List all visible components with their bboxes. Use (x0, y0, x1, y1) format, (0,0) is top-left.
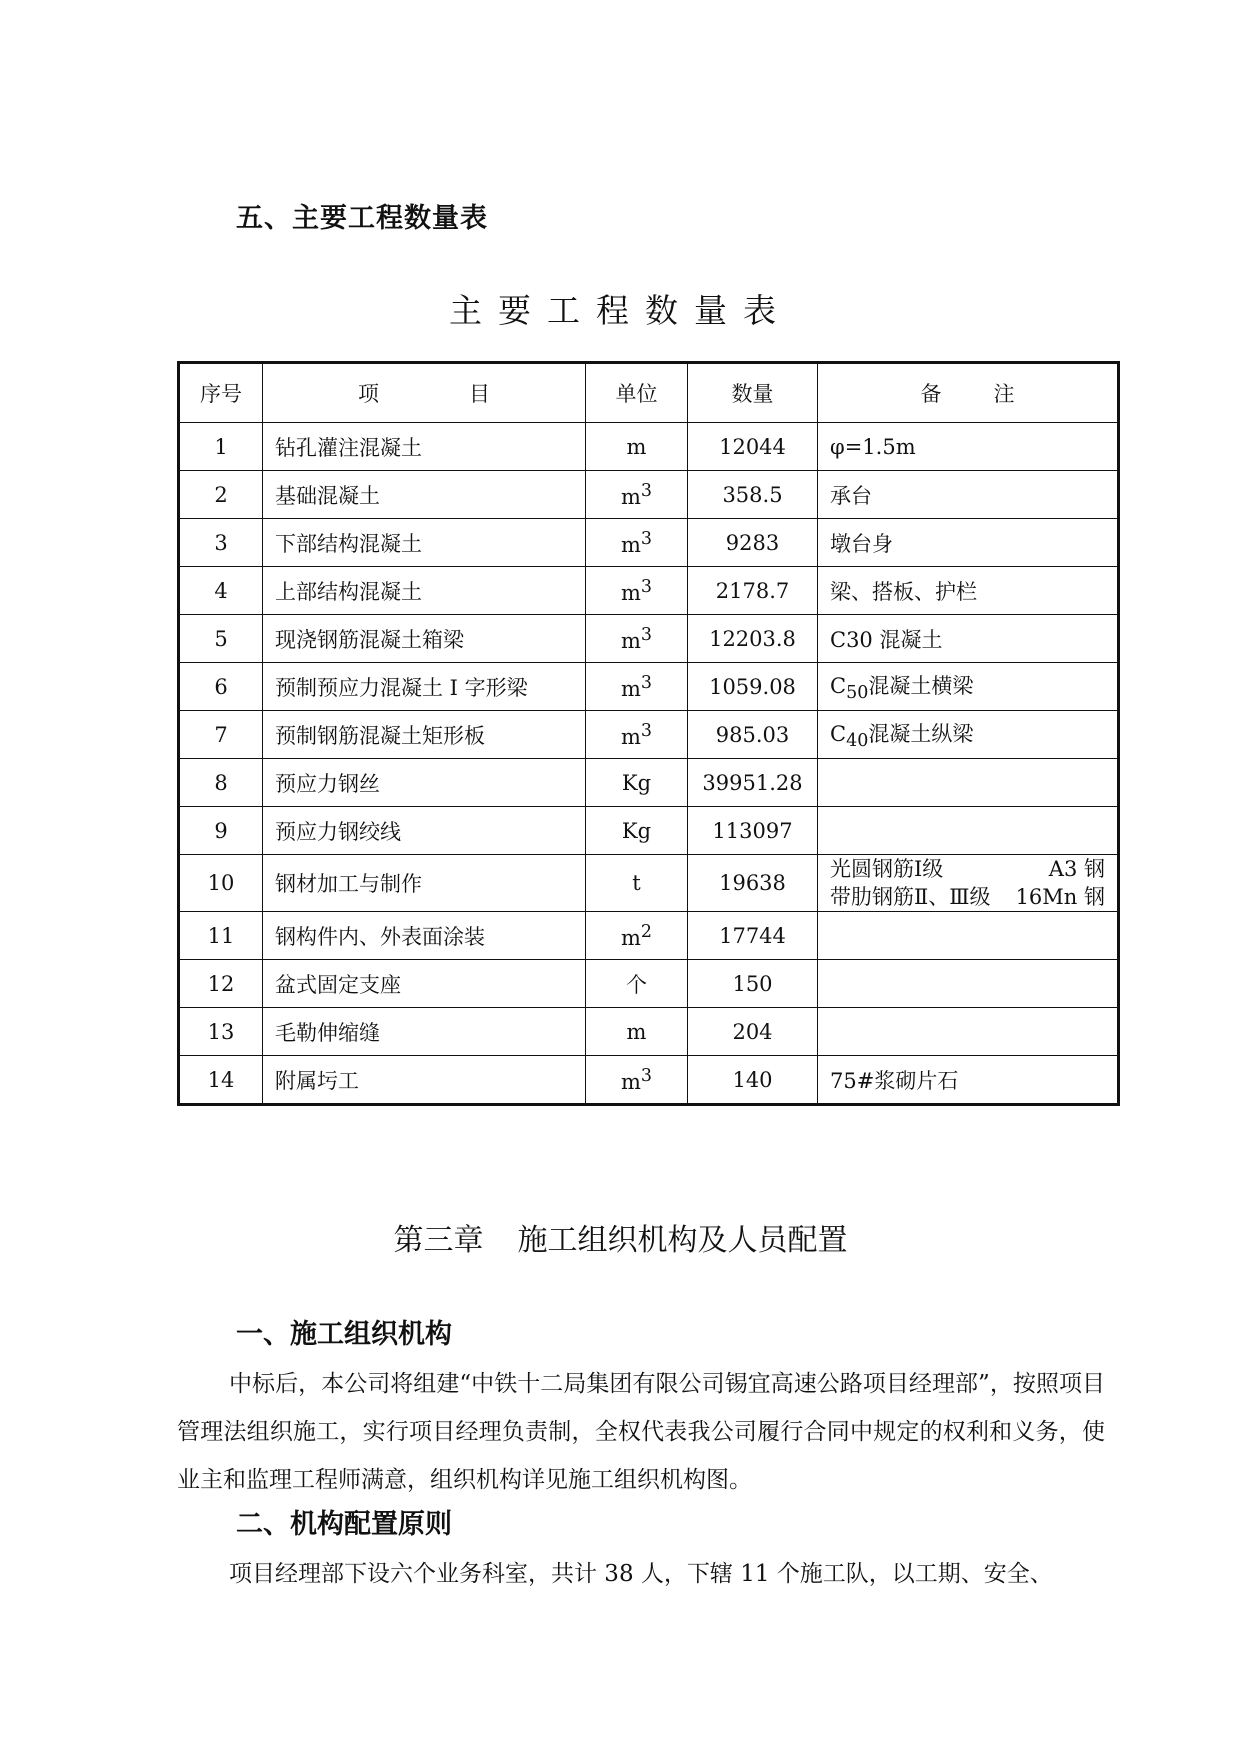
unit-text: m (620, 1069, 641, 1094)
row-remark (818, 855, 1119, 912)
row-item: 预应力钢绞线 (263, 807, 586, 855)
row-no: 11 (179, 912, 263, 960)
remark-text: 混凝土纵梁 (868, 721, 974, 746)
row-no: 5 (179, 615, 263, 663)
table-row (179, 855, 1119, 912)
section-heading: 五、主要工程数量表 (236, 203, 488, 234)
row-qty: 17744 (688, 912, 818, 960)
unit-text: 个 (626, 972, 647, 997)
row-remark (818, 960, 1119, 1008)
row-no: 1 (179, 423, 263, 471)
row-unit (586, 423, 688, 471)
unit-exponent: 3 (640, 480, 653, 501)
subsection-heading: 二、机构配置原则 (236, 1509, 452, 1540)
table-row (179, 1056, 1119, 1105)
row-remark: φ=1.5m (818, 423, 1119, 471)
row-qty: 12203.8 (688, 615, 818, 663)
unit-text: m (620, 925, 641, 950)
row-unit (586, 711, 688, 759)
row-item: 附属圬工 (263, 1056, 586, 1105)
row-item: 下部结构混凝土 (263, 519, 586, 567)
unit-exponent: 3 (640, 720, 653, 741)
row-item: 基础混凝土 (263, 471, 586, 519)
quantity-table (177, 361, 1120, 1106)
row-item: 钢材加工与制作 (263, 855, 586, 912)
row-remark: 承台 (818, 471, 1119, 519)
row-qty: 204 (688, 1008, 818, 1056)
unit-text: m (620, 532, 641, 557)
table-row (179, 423, 1119, 471)
remark-text: 混凝土横梁 (868, 673, 974, 698)
paragraph: 中标后，本公司将组建“中铁十二局集团有限公司锡宜高速公路项目经理部”，按照项目管理法组织施工，实行项目经理负责制，全权代表我公司履行合同中规定的权利和义务，使业主和监理工程师满意，组织机构详见施工组织机构图。 (177, 1371, 1105, 1493)
row-remark (818, 663, 1119, 711)
unit-text: Kg (621, 818, 652, 843)
unit-exponent: 2 (640, 921, 653, 942)
unit-text: m (620, 484, 641, 509)
table-row (179, 519, 1119, 567)
unit-text: m (620, 628, 641, 653)
row-qty: 358.5 (688, 471, 818, 519)
row-remark (818, 1008, 1119, 1056)
row-remark: 梁、搭板、护栏 (818, 567, 1119, 615)
table-header-row (179, 363, 1119, 423)
table-row (179, 1008, 1119, 1056)
unit-text: m (626, 1019, 647, 1044)
header-remark-b: 注 (993, 382, 1015, 406)
row-no: 3 (179, 519, 263, 567)
row-unit (586, 567, 688, 615)
row-qty: 9283 (688, 519, 818, 567)
row-qty: 140 (688, 1056, 818, 1105)
row-unit (586, 1056, 688, 1105)
row-item: 现浇钢筋混凝土箱梁 (263, 615, 586, 663)
row-item: 预制钢筋混凝土矩形板 (263, 711, 586, 759)
unit-exponent: 3 (640, 528, 653, 549)
unit-exponent: 3 (640, 672, 653, 693)
row-remark: 75#浆砌片石 (818, 1056, 1119, 1105)
remark-line-right: A3 钢 (1048, 857, 1105, 881)
row-unit (586, 663, 688, 711)
unit-exponent: 3 (640, 624, 653, 645)
row-no: 13 (179, 1008, 263, 1056)
row-unit (586, 855, 688, 912)
row-qty: 985.03 (688, 711, 818, 759)
header-unit: 单位 (586, 363, 688, 423)
row-unit (586, 471, 688, 519)
table-row (179, 960, 1119, 1008)
row-qty: 39951.28 (688, 759, 818, 807)
header-item-b: 目 (469, 382, 490, 406)
remark-line-left: 带肋钢筋Ⅱ、Ⅲ级 (830, 885, 991, 909)
row-no: 14 (179, 1056, 263, 1105)
row-no: 10 (179, 855, 263, 912)
row-qty: 2178.7 (688, 567, 818, 615)
row-unit (586, 960, 688, 1008)
table-row (179, 912, 1119, 960)
header-qty: 数量 (688, 363, 818, 423)
row-unit (586, 615, 688, 663)
concrete-grade-letter: C (830, 721, 847, 746)
row-remark: 墩台身 (818, 519, 1119, 567)
row-no: 2 (179, 471, 263, 519)
row-remark (818, 759, 1119, 807)
row-item: 预制预应力混凝土 I 字形梁 (263, 663, 586, 711)
row-qty: 12044 (688, 423, 818, 471)
table-row (179, 615, 1119, 663)
row-item: 钢构件内、外表面涂装 (263, 912, 586, 960)
unit-text: m (620, 724, 641, 749)
header-remark-a: 备 (920, 382, 942, 406)
header-item (263, 363, 586, 423)
unit-text: m (626, 434, 647, 459)
row-remark (818, 711, 1119, 759)
remark-line (830, 883, 1105, 911)
table-row (179, 663, 1119, 711)
table-title: 主要工程数量表 (449, 291, 792, 330)
row-item: 上部结构混凝土 (263, 567, 586, 615)
row-unit (586, 759, 688, 807)
row-unit (586, 912, 688, 960)
row-no: 6 (179, 663, 263, 711)
concrete-grade-number: 50 (846, 683, 869, 704)
subsection-heading: 一、施工组织机构 (236, 1319, 452, 1350)
chapter-number: 第三章 (393, 1223, 484, 1258)
row-remark: C30 混凝土 (818, 615, 1119, 663)
row-item: 毛勒伸缩缝 (263, 1008, 586, 1056)
header-item-a: 项 (358, 382, 379, 406)
unit-text: m (620, 580, 641, 605)
row-unit (586, 807, 688, 855)
table-row (179, 711, 1119, 759)
remark-line-left: 光圆钢筋Ⅰ级 (830, 857, 944, 881)
row-no: 8 (179, 759, 263, 807)
concrete-grade-number: 40 (846, 731, 869, 752)
row-qty: 113097 (688, 807, 818, 855)
row-remark (818, 912, 1119, 960)
chapter-title: 施工组织机构及人员配置 (517, 1223, 848, 1258)
header-remark (818, 363, 1119, 423)
header-no: 序号 (179, 363, 263, 423)
row-qty: 150 (688, 960, 818, 1008)
row-no: 12 (179, 960, 263, 1008)
row-no: 4 (179, 567, 263, 615)
chapter-heading (0, 1215, 1241, 1259)
row-no: 7 (179, 711, 263, 759)
unit-exponent: 3 (640, 576, 653, 597)
row-unit (586, 519, 688, 567)
concrete-grade-letter: C (830, 673, 847, 698)
row-qty: 1059.08 (688, 663, 818, 711)
table-row (179, 567, 1119, 615)
row-remark (818, 807, 1119, 855)
row-qty: 19638 (688, 855, 818, 912)
unit-text: m (620, 676, 641, 701)
row-unit (586, 1008, 688, 1056)
unit-text: Kg (621, 770, 652, 795)
table-row (179, 807, 1119, 855)
unit-exponent: 3 (640, 1065, 653, 1086)
table-row (179, 471, 1119, 519)
row-no: 9 (179, 807, 263, 855)
remark-line (830, 855, 1105, 883)
row-item: 盆式固定支座 (263, 960, 586, 1008)
row-item: 预应力钢丝 (263, 759, 586, 807)
table-row (179, 759, 1119, 807)
unit-text: t (632, 871, 641, 895)
remark-line-right: 16Mn 钢 (1015, 885, 1105, 909)
paragraph: 项目经理部下设六个业务科室，共计 38 人，下辖 11 个施工队，以工期、安全、 (229, 1561, 1053, 1587)
row-item: 钻孔灌注混凝土 (263, 423, 586, 471)
